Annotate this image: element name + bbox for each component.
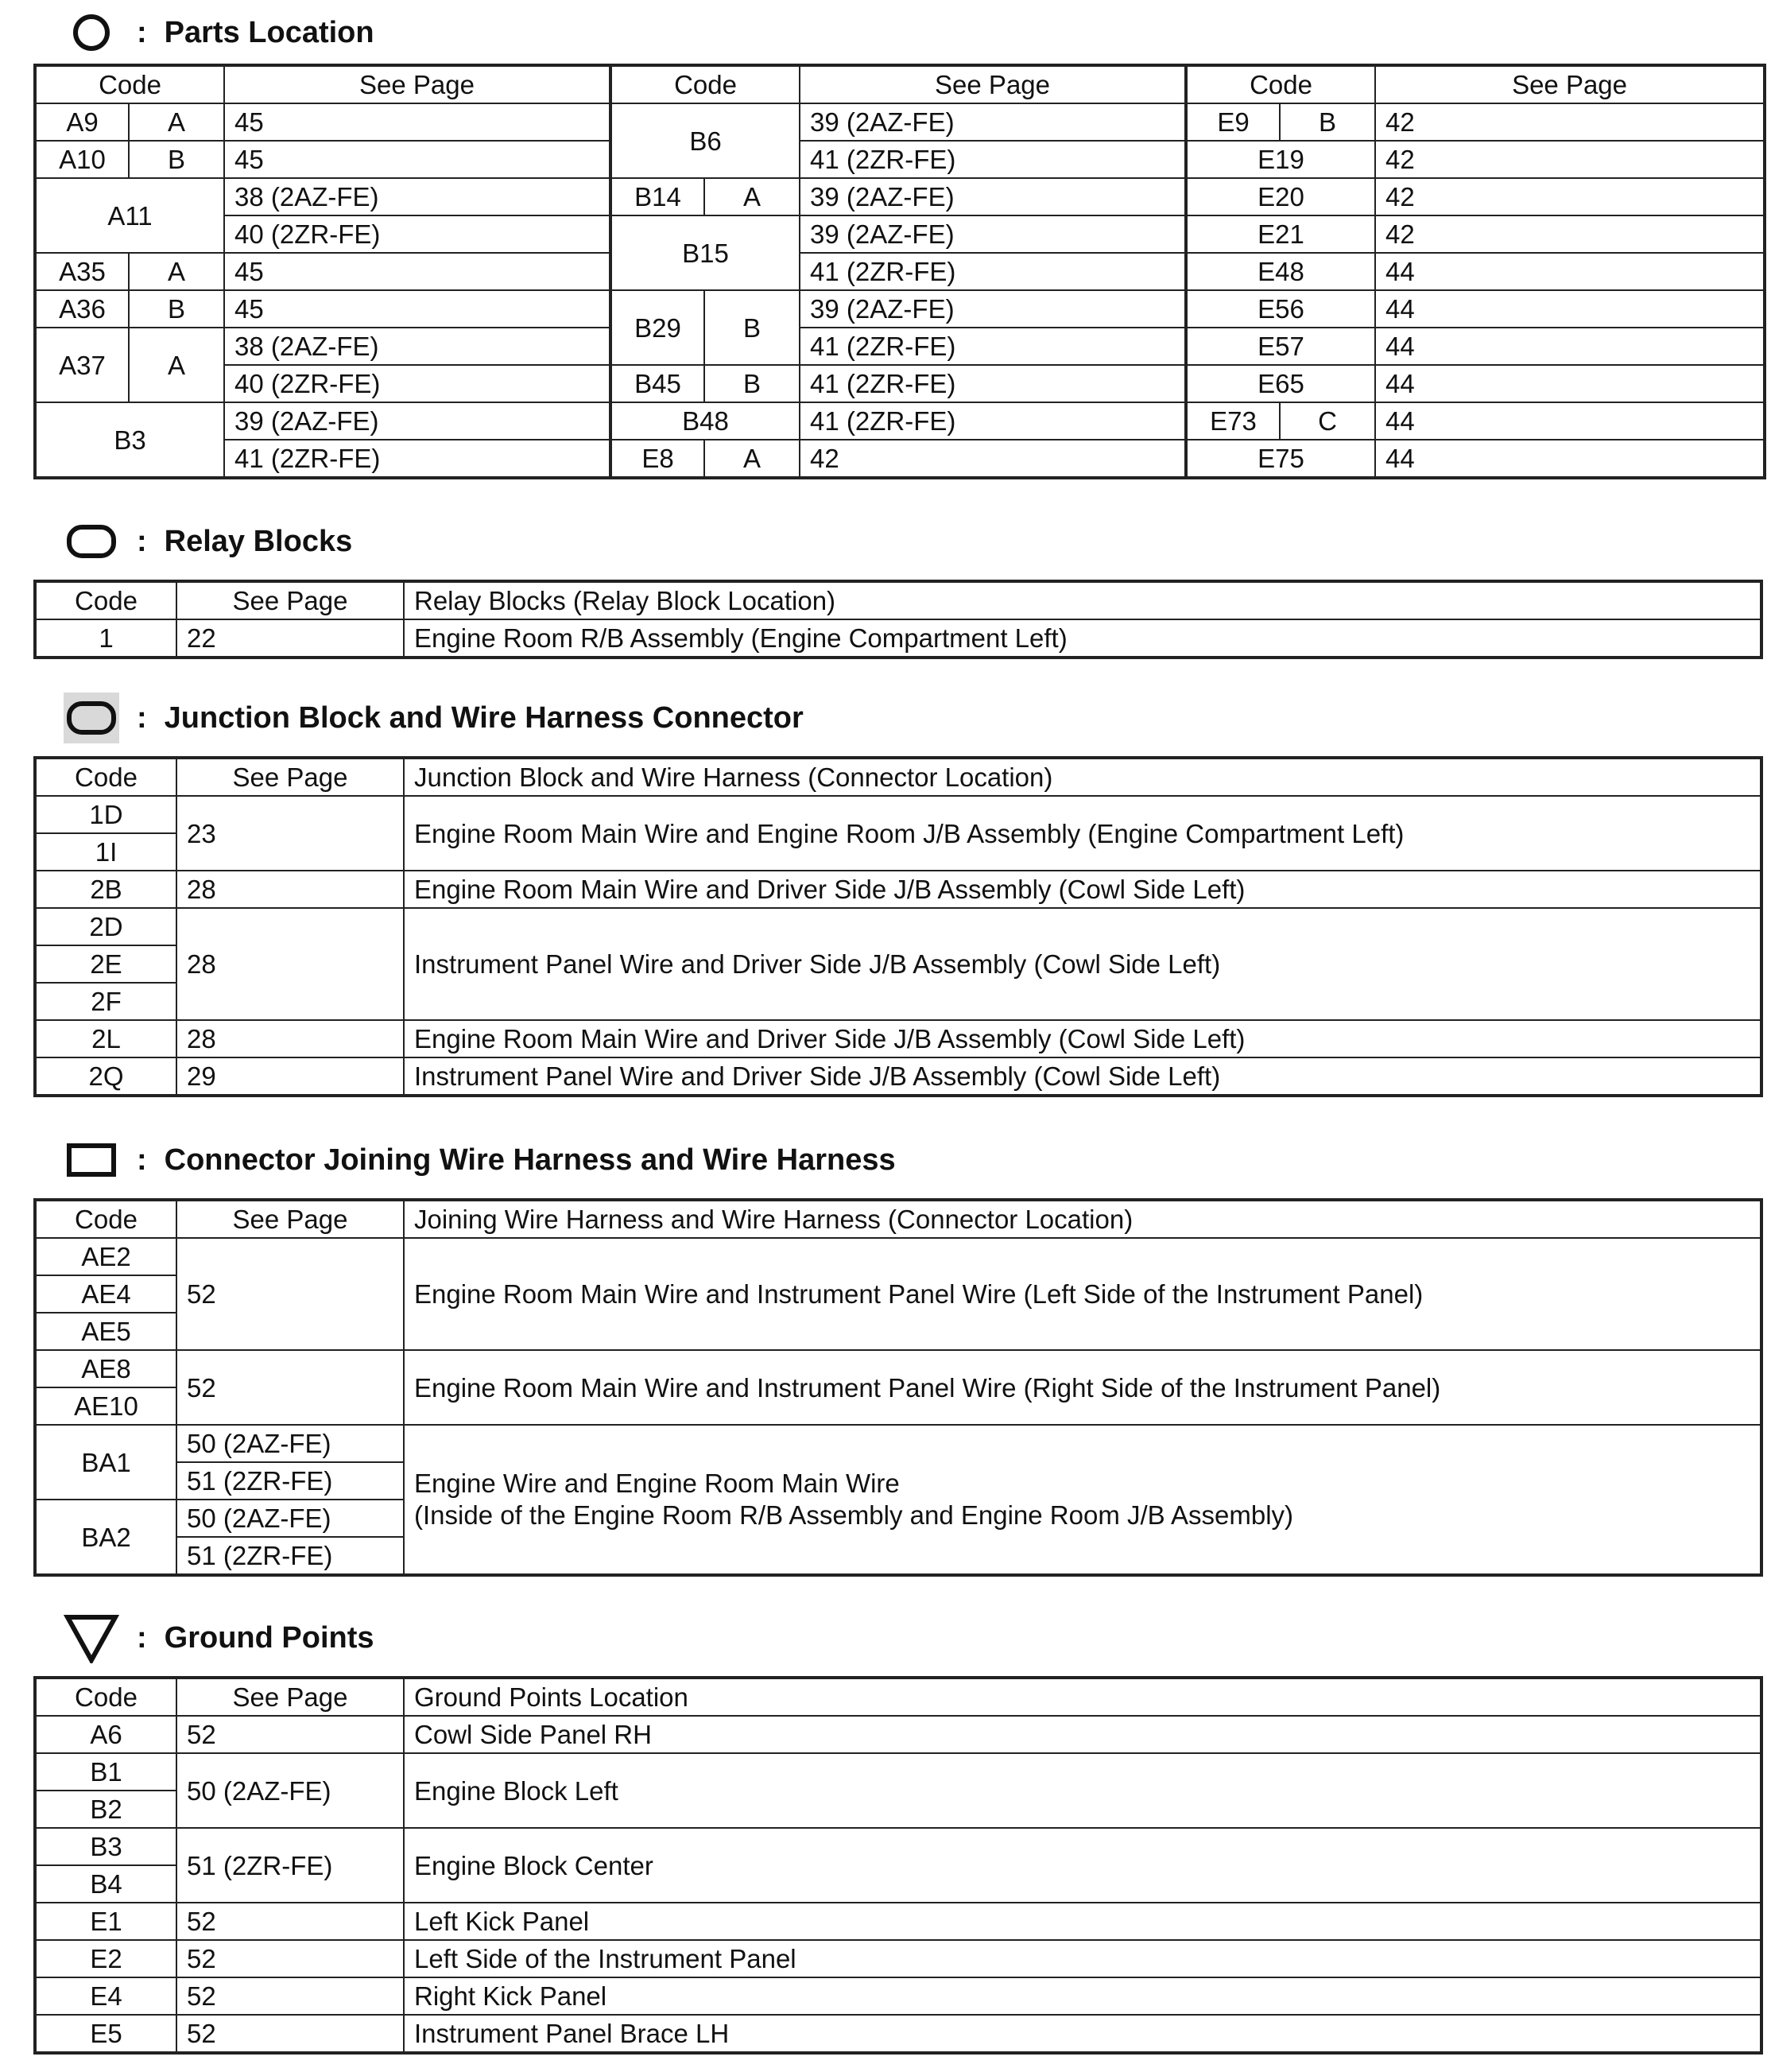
table-row: 1 22 Engine Room R/B Assembly (Engine Compartment Left) xyxy=(35,619,1761,658)
junction-header-row: Code See Page Junction Block and Wire Harness (Connector Location) xyxy=(35,758,1761,796)
junction-block-title: Junction Block and Wire Harness Connector xyxy=(164,700,804,735)
table-row: B4 xyxy=(35,1865,1761,1903)
junction-block-heading: : Junction Block and Wire Harness Connector xyxy=(64,690,804,746)
shaded-rounded-rect-symbol-icon xyxy=(64,693,119,743)
circle-symbol-icon xyxy=(64,7,119,58)
table-row: A11 38 (2AZ-FE) B14 A 39 (2AZ-FE) E20 42 xyxy=(35,178,1765,215)
table-row: 40 (2ZR-FE) B15 39 (2AZ-FE) E21 42 xyxy=(35,215,1765,253)
table-row: 51 (2ZR-FE) xyxy=(35,1462,1761,1500)
junction-block-table xyxy=(33,756,1763,1097)
table-row: A37 A 38 (2AZ-FE) 41 (2ZR-FE) E57 44 xyxy=(35,328,1765,365)
table-row: 2D 28 Instrument Panel Wire and Driver Side J/B Assembly (Cowl Side Left) xyxy=(35,908,1761,945)
table-row: AE4 xyxy=(35,1275,1761,1313)
connector-joining-table xyxy=(33,1198,1763,1577)
table-row: A6 52 Cowl Side Panel RH xyxy=(35,1716,1761,1753)
table-row: AE5 xyxy=(35,1313,1761,1350)
parts-location-title: Parts Location xyxy=(164,15,374,49)
table-row: 2E xyxy=(35,945,1761,983)
ground-points-heading: : Ground Points xyxy=(64,1610,374,1666)
relay-header-row: Code See Page Relay Blocks (Relay Block Location) xyxy=(35,581,1761,619)
table-row: 2B 28 Engine Room Main Wire and Driver Side J/B Assembly (Cowl Side Left) xyxy=(35,871,1761,908)
table-row: E2 52 Left Side of the Instrument Panel xyxy=(35,1940,1761,1977)
table-row: E4 52 Right Kick Panel xyxy=(35,1977,1761,2015)
table-row: 2F xyxy=(35,983,1761,1020)
table-row: B1 50 (2AZ-FE) Engine Block Left xyxy=(35,1753,1761,1791)
table-row: 2L 28 Engine Room Main Wire and Driver Side J/B Assembly (Cowl Side Left) xyxy=(35,1020,1761,1057)
rectangle-symbol-icon xyxy=(64,1135,119,1185)
table-row: A36 B 45 B29 B 39 (2AZ-FE) E56 44 xyxy=(35,290,1765,328)
parts-location-table xyxy=(33,64,1766,479)
table-row: 51 (2ZR-FE) xyxy=(35,1537,1761,1575)
table-row: A10 B 45 41 (2ZR-FE) E19 42 xyxy=(35,141,1765,178)
ground-header-row: Code See Page Ground Points Location xyxy=(35,1678,1761,1716)
parts-location-heading: : Parts Location xyxy=(64,5,374,60)
table-row: BA2 50 (2AZ-FE) xyxy=(35,1500,1761,1537)
table-row: AE10 xyxy=(35,1387,1761,1425)
table-row: 1D 23 Engine Room Main Wire and Engine Room J/B Assembly (Engine Compartment Left) xyxy=(35,796,1761,833)
connector-joining-title: Connector Joining Wire Harness and Wire Harness xyxy=(164,1143,896,1177)
table-row: B3 51 (2ZR-FE) Engine Block Center xyxy=(35,1828,1761,1865)
table-row: 1I xyxy=(35,833,1761,871)
table-row: 41 (2ZR-FE) E8 A 42 E75 44 xyxy=(35,440,1765,478)
table-row: AE2 52 Engine Room Main Wire and Instrument Panel Wire (Left Side of the Instrument Panel) xyxy=(35,1238,1761,1275)
ba-description: Engine Wire and Engine Room Main Wire (Inside of the Engine Room R/B Assembly and Engine Room J/B Assembly) xyxy=(404,1425,1761,1575)
table-row: AE8 52 Engine Room Main Wire and Instrument Panel Wire (Right Side of the Instrument Panel) xyxy=(35,1350,1761,1387)
table-row: B3 39 (2AZ-FE) B48 41 (2ZR-FE) E73 C 44 xyxy=(35,402,1765,440)
ground-points-title: Ground Points xyxy=(164,1620,374,1655)
table-row: BA1 50 (2AZ-FE) Engine Wire and Engine Room Main Wire (Inside of the Engine Room R/B Assembly and Engine Room J/B Assembly) xyxy=(35,1425,1761,1462)
parts-header-row: Code See Page Code See Page Code See Page xyxy=(35,65,1765,103)
triangle-symbol-icon xyxy=(64,1612,119,1663)
table-row: 2Q 29 Instrument Panel Wire and Driver Side J/B Assembly (Cowl Side Left) xyxy=(35,1057,1761,1096)
relay-blocks-table xyxy=(33,580,1763,659)
table-row: E5 52 Instrument Panel Brace LH xyxy=(35,2015,1761,2053)
table-row: B2 xyxy=(35,1791,1761,1828)
ground-points-table xyxy=(33,1676,1763,2055)
relay-blocks-heading: : Relay Blocks xyxy=(64,514,352,569)
table-row: A9 A 45 B6 39 (2AZ-FE) E9 B 42 xyxy=(35,103,1765,141)
table-row: E1 52 Left Kick Panel xyxy=(35,1903,1761,1940)
connector-joining-heading: : Connector Joining Wire Harness and Wire Harness xyxy=(64,1132,896,1188)
rounded-rect-symbol-icon xyxy=(64,516,119,567)
table-row: 40 (2ZR-FE) B45 B 41 (2ZR-FE) E65 44 xyxy=(35,365,1765,402)
relay-blocks-title: Relay Blocks xyxy=(164,524,353,558)
table-row: A35 A 45 41 (2ZR-FE) E48 44 xyxy=(35,253,1765,290)
joining-header-row: Code See Page Joining Wire Harness and Wire Harness (Connector Location) xyxy=(35,1200,1761,1238)
